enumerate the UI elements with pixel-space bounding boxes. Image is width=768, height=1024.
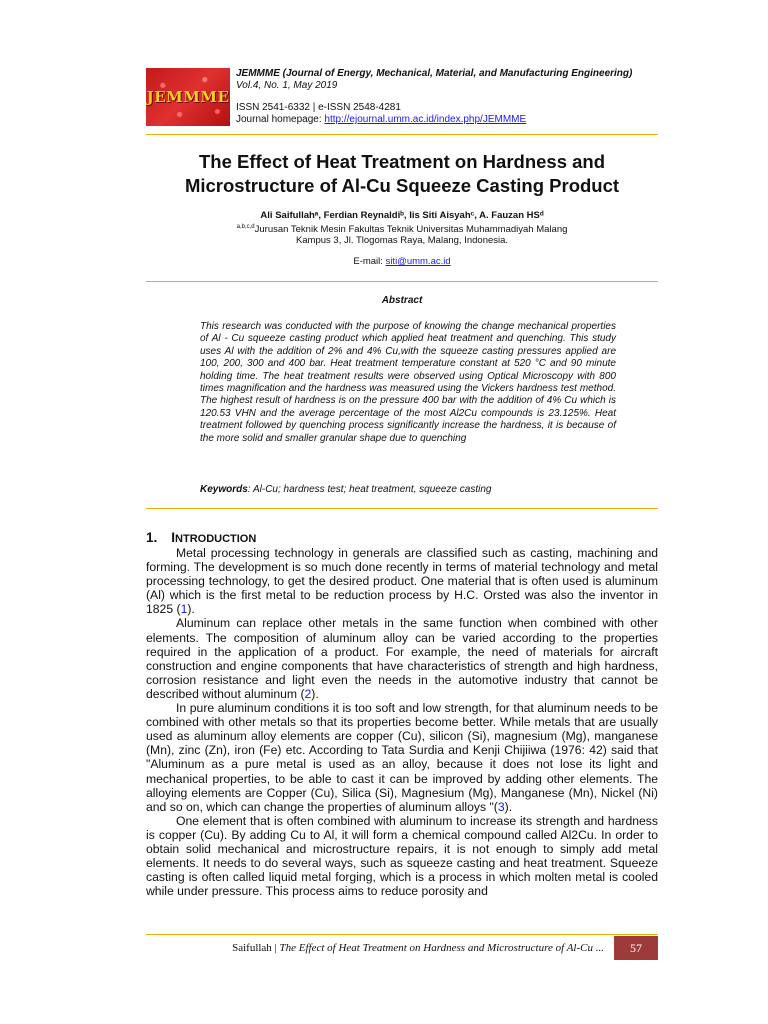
email-line: E-mail: siti@umm.ac.id [353,256,451,267]
page-number: 57 [614,936,658,960]
journal-name: JEMMME (Journal of Energy, Mechanical, Material, and Manufacturing Engineering) [236,68,633,79]
paragraph: One element that is often combined with aluminum to increase its strength and hardness is copper (Cu). By adding Cu to Al, it will form a chemical compound called Al2Cu. In order to obtain solid mechanical and microstructure repairs, it is not enough to simply add metal elements. It needs to do several ways, such as squeeze casting and heat treatment. Squeeze casting is often called liquid metal forging, which is a process in which molten metal is cooled while under pressure. This process aims to reduce porosity and [146,813,658,899]
introduction-body [146,546,658,898]
paragraph: Metal processing technology in generals are classified such as casting, machining and forming. The development is so much done recently in terms of material technology and metal processing technology, to get the desired product. One material that is often used is aluminum (Al) which is the first metal to be reduction process by H.C. Orsted was also the inventor in 1825 (1). [146,546,658,617]
author-names: Ali Saifullahᵃ, Ferdian Reynaldiᵇ, Iis Siti Aisyahᶜ, A. Fauzan HSᵈ [260,210,544,221]
author-block [146,210,658,247]
header-rule [146,134,658,135]
paragraph: Aluminum can replace other metals in the same function when combined with other elements. The composition of aluminum alloy can be varied according to the properties required in the application of a product. For example, the need of materials for aircraft construction and engine components that have characteristics of strength and high hardness, corrosion resistance and light even the needs in the automotive industry that cannot be described without aluminum (2). [146,616,658,701]
journal-volume: Vol.4, No. 1, May 2019 [236,80,338,91]
abstract-top-rule [146,281,658,282]
affiliation-address: Kampus 3, Jl. Tlogomas Raya, Malang, Indonesia. [295,235,509,247]
paragraph: In pure aluminum conditions it is too soft and low strength, for that aluminum needs to be combined with other metals so that its properties become better. While metals that are usually used as aluminum alloy elements are copper (Cu), silicon (Si), magnesium (Mg), manganese (Mn), zinc (Zn), iron (Fe) etc. According to Tata Surdia and Kenji Chijiiwa (1976: 42) said that "Aluminum as a pure metal is used as an alloy, because it does not lose its light and mechanical properties, to be able to cast it can be improved by adding other elements. The alloying elements are Copper (Cu), Silica (Si), Magnesium (Mg), Manganese (Mn), Nickel (Ni) and so on, which can change the properties of aluminum alloys "(3). [146,701,658,814]
logo-text: JEMMME [146,88,230,106]
email-link[interactable]: siti@umm.ac.id [385,256,451,267]
running-footer: Saifullah | The Effect of Heat Treatment on Hardness and Microstructure of Al-Cu ... [232,942,604,954]
affiliation: $^{a,b,c,d}$Jurusan Teknik Mesin Fakultas Teknik Universitas Muhammadiyah Malang [236,223,568,235]
paper-title: The Effect of Heat Treatment on Hardness and Microstructure of Al-Cu Squeeze Casting Product [184,151,620,196]
keywords: Keywords: Al-Cu; hardness test; heat treatment, squeeze casting [200,484,492,495]
citation-link[interactable]: 1 [180,602,188,617]
footer-rule [146,934,658,935]
section-heading-introduction: 1. INTRODUCTION [146,530,257,545]
abstract-bottom-rule [146,508,658,509]
journal-issn: ISSN 2541-6332 | e-ISSN 2548-4281 [236,102,401,113]
citation-link[interactable]: 3 [497,799,505,814]
homepage-link[interactable]: http://ejournal.umm.ac.id/index.php/JEMMME [324,114,527,125]
journal-logo [146,68,230,126]
abstract-text: This research was conducted with the purpose of knowing the change mechanical properties of Al - Cu squeeze casting product which applied heat treatment and quenching. This study uses Al with the addition of 2% and 4% Cu,with the squeeze casting pressures applied are 100, 200, 300 and 400 bar. Heat treatment temperature constant at 520 °C and 90 minute holding time. The heat treatment results were observed using Optical Microscopy with 800 times magnification and the hardness was measured using the Vickers hardness test method. The highest result of hardness is on the pressure 400 bar with the addition of 4% Cu which is 120.53 VHN and the average percentage of the most Al2Cu compounds is 23.125%. Heat treatment followed by quenching process significantly increase the hardness, it is because of the more solid and smaller granular shape due to quenching [200,321,616,444]
abstract-heading: Abstract [381,295,423,306]
citation-link[interactable]: 2 [304,686,312,701]
journal-homepage: Journal homepage: http://ejournal.umm.ac.id/index.php/JEMMME [236,114,527,125]
journal-header [236,68,632,126]
